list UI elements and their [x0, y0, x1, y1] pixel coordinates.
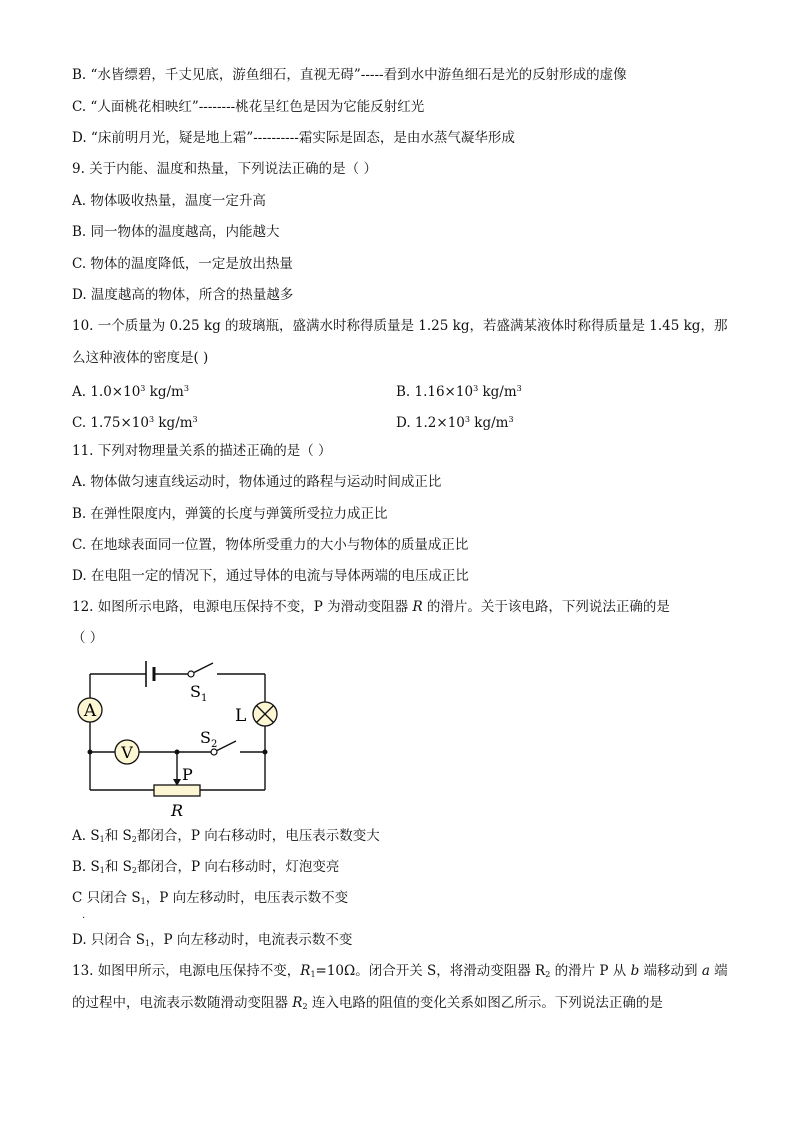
slider-label: P — [182, 765, 193, 784]
voltmeter-icon — [115, 740, 139, 764]
option-line-b: B. “水皆缥碧，千丈见底，游鱼细石，直视无碍”-----看到水中游鱼细石是光的反射形成的虚像 — [72, 67, 627, 83]
resistor-icon — [154, 785, 200, 796]
switch-s2-label: $S_2$ — [200, 728, 218, 750]
lamp-icon — [253, 702, 277, 726]
question-13-stem-line2: 的过程中，电流表示数随滑动变阻器 $R_2$ 连入电路的阻值的变化关系如图乙所示。下列说法正确的是 — [72, 995, 663, 1011]
question-10-option-c: C. $1.75\times 10^3$ $kg/m^3$ — [72, 415, 198, 431]
svg-text:V: V — [121, 743, 133, 762]
junction-dot-right — [263, 750, 268, 755]
question-11-option-d: D. 在电阻一定的情况下，通过导体的电流与导体两端的电压成正比 — [72, 568, 469, 584]
question-9-option-b: B. 同一物体的温度越高，内能越大 — [72, 224, 280, 240]
switch-s1-label: $S_1$ — [190, 682, 208, 704]
question-9-stem: 9. 关于内能、温度和热量，下列说法正确的是（ ） — [72, 161, 377, 177]
question-9-option-d: D. 温度越高的物体，所含的热量越多 — [72, 287, 294, 303]
stray-dot: . — [82, 910, 86, 921]
question-10-option-d: D. $1.2\times 10^3$ $kg/m^3$ — [396, 415, 514, 431]
question-11-option-a: A. 物体做匀速直线运动时，物体通过的路程与运动时间成正比 — [72, 474, 442, 490]
question-10-option-b: B. $1.16\times 10^3$ $kg/m^3$ — [396, 384, 522, 400]
question-9-option-c: C. 物体的温度降低，一定是放出热量 — [72, 256, 293, 272]
resistor-label: R — [171, 801, 184, 820]
question-11-option-b: B. 在弹性限度内，弹簧的长度与弹簧所受拉力成正比 — [72, 506, 388, 522]
question-9-option-a: A. 物体吸收热量，温度一定升高 — [72, 193, 266, 209]
question-10-stem-line1: 10. 一个质量为 0.25 kg 的玻璃瓶，盛满水时称得质量是 1.25 kg，若盛满某液体时称得质量是 1.45 kg，那 — [72, 318, 728, 334]
question-12-option-a: A. $S_1$和 $S_2$都闭合，P 向右移动时，电压表示数变大 — [72, 828, 380, 844]
question-12-option-b: B. $S_1$和 $S_2$都闭合，P 向右移动时，灯泡变亮 — [72, 859, 340, 875]
option-line-c: C. “人面桃花相映红”--------桃花呈红色是因为它能反射红光 — [72, 99, 425, 115]
question-11-stem: 11. 下列对物理量关系的描述正确的是（ ） — [72, 443, 332, 459]
question-11-option-c: C. 在地球表面同一位置，物体所受重力的大小与物体的质量成正比 — [72, 537, 469, 553]
question-10-stem-line2: 么这种液体的密度是( ) — [72, 350, 209, 366]
question-12-option-c: C 只闭合 $S_1$，P 向左移动时，电压表示数不变 — [72, 890, 349, 906]
option-line-d: D. “床前明月光，疑是地上霜”----------霜实际是固态，是由水蒸气凝华形成 — [72, 130, 515, 146]
junction-dot-left — [88, 750, 93, 755]
question-10-option-a: A. $1.0\times 10^3$ $kg/m^3$ — [72, 384, 189, 400]
svg-text:A: A — [83, 701, 97, 721]
question-13-stem-line1: 13. 如图甲所示，电源电压保持不变，$R_1=10\Omega$。闭合开关 S，将滑动变阻器 $R_2$ 的滑片 P 从 b 端移动到 a 端 — [72, 963, 728, 979]
question-12-stem-line1: 12. 如图所示电路，电源电压保持不变，P 为滑动变阻器 R 的滑片。关于该电路，下列说法正确的是 — [72, 599, 670, 615]
circuit-diagram — [70, 655, 285, 820]
question-12-option-d: D. 只闭合 $S_1$，P 向左移动时，电流表示数不变 — [72, 932, 353, 948]
question-12-stem-line2: （ ） — [72, 630, 104, 646]
junction-dot — [175, 750, 180, 755]
switch-s1-contact — [188, 671, 194, 677]
ammeter-icon — [78, 698, 102, 722]
lamp-label: L — [235, 706, 247, 726]
